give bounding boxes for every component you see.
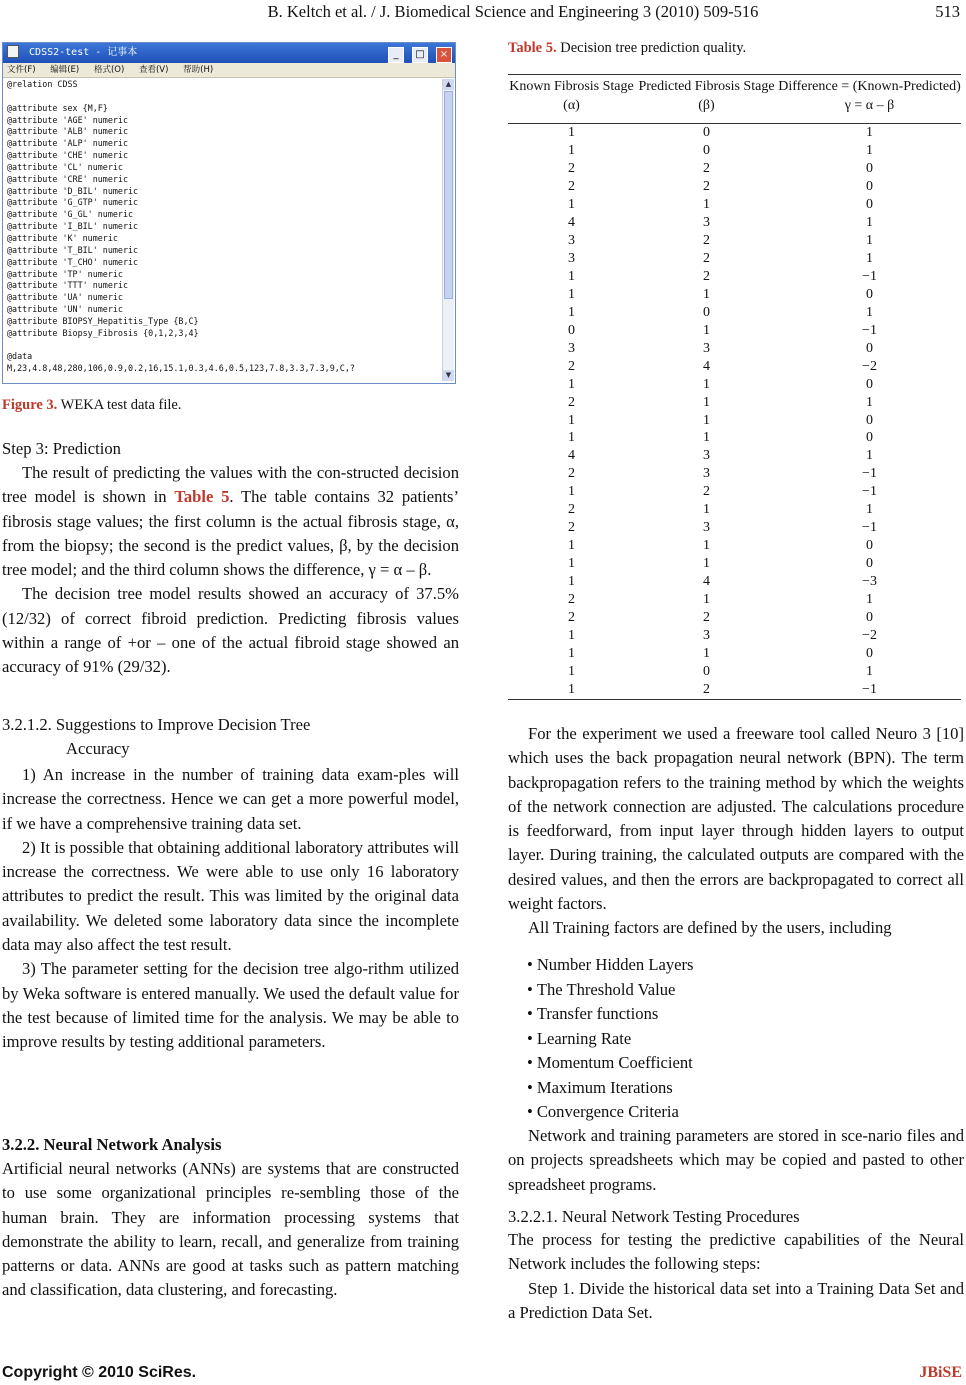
table-cell-predicted: 1 bbox=[703, 556, 710, 572]
column-difference bbox=[778, 124, 961, 699]
table-cell-difference: −2 bbox=[862, 628, 877, 644]
paragraph: Step 1. Divide the historical data set into a Training Data Set and a Prediction Data Set. bbox=[508, 1278, 964, 1322]
paragraph: The decision tree model results showed an accuracy of 37.5% (12/32) of correct fibroid prediction. Predicting fibrosis values within a range of +or – one of the actual fibroid stage showed an accuracy of 91% (29/32). bbox=[2, 584, 459, 677]
table-cell-difference: 0 bbox=[866, 340, 873, 356]
paragraph: Network and training parameters are stored in sce-nario files and on projects spreadsheets which may be copied and pasted to other spreadsheet programs. bbox=[508, 1126, 964, 1194]
heading-line: 3.2.1.2. Suggestions to Improve Decision Tree bbox=[2, 715, 311, 734]
text-line: @attribute 'D_BIL' numeric bbox=[7, 185, 139, 196]
table-cell-predicted: 1 bbox=[703, 412, 710, 428]
table-cell-difference: 1 bbox=[866, 448, 873, 464]
table-cell-known: 1 bbox=[568, 286, 575, 302]
table-cell-predicted: 2 bbox=[703, 610, 710, 626]
running-head-text: B. Keltch et al. / J. Biomedical Science and Engineering 3 (2010) 509-516 bbox=[267, 2, 759, 21]
page-number: 513 bbox=[935, 2, 960, 21]
table-cell-difference: 0 bbox=[866, 160, 873, 176]
section-heading-3212 bbox=[2, 713, 310, 761]
table-cell-difference: −1 bbox=[862, 520, 877, 536]
table-cell-predicted: 0 bbox=[703, 664, 710, 680]
table-cell-difference: 0 bbox=[866, 646, 873, 662]
paragraph: 1) An increase in the number of training data exam-ples will increase the correctness. Hence we can get a more powerful model, if we have a comprehensive training data set. bbox=[2, 765, 459, 833]
menu-file[interactable]: 文件(F) bbox=[7, 65, 36, 75]
header-predicted: Predicted Fibrosis Stage (β) bbox=[638, 79, 775, 113]
table-cell-predicted: 2 bbox=[703, 232, 710, 248]
table-cell-predicted: 3 bbox=[703, 628, 710, 644]
table-cell-difference: 1 bbox=[866, 304, 873, 320]
header-known: Known Fibrosis Stage (α) bbox=[509, 79, 634, 113]
paragraph-text: The result of predicting the values with the con-structed decision tree model is shown in bbox=[2, 463, 459, 507]
text-line: @attribute 'T_BIL' numeric bbox=[7, 244, 139, 255]
table-cell-difference: 0 bbox=[866, 430, 873, 446]
text-line: @attribute 'AGE' numeric bbox=[7, 114, 129, 125]
text-line bbox=[7, 340, 441, 352]
table-cell-known: 2 bbox=[568, 520, 575, 536]
header-difference: Difference = (Known-Predicted) γ = α – β bbox=[778, 79, 961, 113]
section-heading-32221: 3.2.2.1. Neural Network Testing Procedures bbox=[508, 1207, 800, 1226]
table-cell-known: 1 bbox=[568, 142, 575, 158]
paragraph: Artificial neural networks (ANNs) are systems that are constructed to use some organizational principles re-sembling those of the human brain. They are information processing systems that demonstrate the ability to learn, recall, and generalize from training patterns or data. ANNs are good at tasks such as pattern matching and classification, data clustering, and forecasting. bbox=[2, 1159, 459, 1300]
table-cell-predicted: 2 bbox=[703, 268, 710, 284]
table-cell-difference: 1 bbox=[866, 502, 873, 518]
right-text-block-3 bbox=[508, 1228, 964, 1325]
column-known bbox=[508, 124, 635, 699]
text-line: @attribute 'G_GL' numeric bbox=[7, 209, 134, 220]
heading-line: Accuracy bbox=[66, 739, 130, 758]
table-cell-difference: −3 bbox=[862, 574, 877, 590]
scroll-thumb[interactable] bbox=[444, 91, 453, 299]
text-line: @attribute 'UA' numeric bbox=[7, 292, 123, 303]
notepad-icon bbox=[7, 45, 19, 58]
table-cell-known: 1 bbox=[568, 556, 575, 572]
list-item: • The Threshold Value bbox=[527, 978, 693, 1003]
figure-caption bbox=[2, 397, 181, 414]
list-item: • Learning Rate bbox=[527, 1027, 693, 1052]
table-cell-known: 1 bbox=[568, 196, 575, 212]
table-cell-difference: −2 bbox=[862, 358, 877, 374]
table-cell-difference: 1 bbox=[866, 232, 873, 248]
text-content[interactable] bbox=[5, 79, 441, 381]
notepad-window bbox=[2, 42, 456, 384]
text-line: @relation CDSS bbox=[7, 79, 78, 89]
text-line: @attribute 'K' numeric bbox=[7, 232, 118, 243]
table-label: Table 5. bbox=[508, 40, 557, 56]
text-line: @attribute 'UN' numeric bbox=[7, 304, 123, 315]
journal-footer: JBiSE bbox=[919, 1364, 962, 1381]
table-cell-predicted: 0 bbox=[703, 142, 710, 158]
table-cell-difference: 0 bbox=[866, 538, 873, 554]
table-cell-known: 2 bbox=[568, 466, 575, 482]
table-cell-predicted: 2 bbox=[703, 178, 710, 194]
table-cell-predicted: 1 bbox=[703, 322, 710, 338]
text-line: @attribute 'I_BIL' numeric bbox=[7, 221, 139, 232]
table-cell-known: 1 bbox=[568, 430, 575, 446]
window-title: CDSS2-test - 记事本 bbox=[29, 47, 138, 58]
table-cell-known: 2 bbox=[568, 394, 575, 410]
text-line: @attribute Biopsy_Fibrosis {0,1,2,3,4} bbox=[7, 327, 199, 338]
table-cell-known: 2 bbox=[568, 160, 575, 176]
table-cell-predicted: 1 bbox=[703, 394, 710, 410]
right-text-block-1 bbox=[508, 722, 964, 941]
table-cell-difference: 0 bbox=[866, 376, 873, 392]
table-cell-known: 1 bbox=[568, 682, 575, 698]
table-cell-known: 3 bbox=[568, 232, 575, 248]
table-cell-known: 1 bbox=[568, 574, 575, 590]
text-line: @attribute BIOPSY_Hepatitis_Type {B,C} bbox=[7, 315, 199, 326]
paragraph bbox=[2, 461, 459, 582]
text-line: @attribute 'TTT' numeric bbox=[7, 280, 129, 291]
left-text-block-1 bbox=[2, 461, 459, 680]
table-cell-difference: −1 bbox=[862, 484, 877, 500]
table-cell-predicted: 2 bbox=[703, 682, 710, 698]
table-cell-predicted: 4 bbox=[703, 574, 710, 590]
table-cell-known: 4 bbox=[568, 214, 575, 230]
table-cell-known: 1 bbox=[568, 484, 575, 500]
table-cell-predicted: 4 bbox=[703, 358, 710, 374]
table-cell-predicted: 3 bbox=[703, 340, 710, 356]
text-line: @data bbox=[7, 351, 33, 362]
table-cell-known: 3 bbox=[568, 250, 575, 266]
table-cell-known: 2 bbox=[568, 610, 575, 626]
table-cell-predicted: 1 bbox=[703, 538, 710, 554]
table-cell-predicted: 2 bbox=[703, 250, 710, 266]
table-bottom-rule bbox=[508, 699, 961, 700]
text-line: @attribute 'CHE' numeric bbox=[7, 150, 129, 161]
list-item: • Convergence Criteria bbox=[527, 1100, 693, 1125]
table-cell-difference: 1 bbox=[866, 250, 873, 266]
text-line: @attribute 'G_GTP' numeric bbox=[7, 197, 139, 208]
list-item: • Transfer functions bbox=[527, 1002, 693, 1027]
table-cell-known: 4 bbox=[568, 448, 575, 464]
paragraph: The process for testing the predictive capabilities of the Neural Network includes the following steps: bbox=[508, 1230, 964, 1274]
text-line: M,23,4.8,48,280,106,0.9,0.2,16,15.1,0.3,4.6,0.5,123,7.8,3.3,7.3,9,C,? bbox=[7, 363, 355, 374]
table-5 bbox=[508, 74, 961, 700]
table-cell-difference: 0 bbox=[866, 610, 873, 626]
table-cell-predicted: 3 bbox=[703, 466, 710, 482]
table-cell-predicted: 1 bbox=[703, 286, 710, 302]
table-cell-difference: 0 bbox=[866, 412, 873, 428]
table-caption bbox=[508, 40, 746, 57]
table-caption-text: Decision tree prediction quality. bbox=[556, 40, 747, 56]
table-cell-difference: −1 bbox=[862, 322, 877, 338]
table-header-row bbox=[508, 75, 961, 123]
table-cell-known: 2 bbox=[568, 592, 575, 608]
paragraph: 3) The parameter setting for the decision tree algo-rithm utilized by Weka software is entered manually. We used the default value for the test because of limited time for the analysis. We may be able to improve results by testing additional parameters. bbox=[2, 959, 459, 1052]
table-cell-known: 1 bbox=[568, 304, 575, 320]
list-item: • Maximum Iterations bbox=[527, 1076, 693, 1101]
table-cell-predicted: 0 bbox=[703, 304, 710, 320]
table-body bbox=[508, 124, 961, 699]
scroll-up-icon[interactable]: ▲ bbox=[443, 79, 454, 90]
menu-edit[interactable]: 编辑(E) bbox=[50, 65, 80, 75]
table-cell-known: 1 bbox=[568, 125, 575, 140]
table-cell-predicted: 1 bbox=[703, 646, 710, 662]
right-text-block-2 bbox=[508, 1124, 964, 1197]
table-cell-known: 2 bbox=[568, 502, 575, 518]
figure-label: Figure 3. bbox=[2, 397, 58, 413]
text-line: @attribute 'CRE' numeric bbox=[7, 173, 129, 184]
table-cell-predicted: 1 bbox=[703, 592, 710, 608]
close-button[interactable]: × bbox=[436, 47, 452, 63]
table-cell-known: 1 bbox=[568, 664, 575, 680]
table-cell-difference: 0 bbox=[866, 196, 873, 212]
table-cell-difference: −1 bbox=[862, 268, 877, 284]
menu-view[interactable]: 查看(V) bbox=[138, 65, 169, 75]
window-titlebar bbox=[3, 43, 455, 63]
step3-heading: Step 3: Prediction bbox=[2, 439, 121, 458]
table-cell-known: 1 bbox=[568, 538, 575, 554]
paragraph: All Training factors are defined by the users, including bbox=[528, 918, 892, 938]
list-item: • Number Hidden Layers bbox=[527, 953, 693, 978]
menu-help[interactable]: 帮助(H) bbox=[183, 65, 214, 75]
menu-bar bbox=[3, 63, 455, 78]
maximize-button[interactable]: □ bbox=[412, 47, 428, 63]
table-cell-known: 1 bbox=[568, 412, 575, 428]
text-line: @attribute 'CL' numeric bbox=[7, 161, 123, 172]
list-item: • Momentum Coefficient bbox=[527, 1051, 693, 1076]
paragraph: For the experiment we used a freeware tool called Neuro 3 [10] which uses the back propagation neural network (BPN). The term backpropagation refers to the training method by which the weights of the network connection are adjusted. The calculations procedure is feedforward, from input layer through hidden layers to output layer. During training, the calculated outputs are compared with the desired values, and then the errors are backpropagated to correct all weight factors. bbox=[508, 724, 964, 914]
table-cell-difference: −1 bbox=[862, 682, 877, 698]
table-cell-predicted: 1 bbox=[703, 376, 710, 392]
table-cell-known: 2 bbox=[568, 178, 575, 194]
table-cell-predicted: 1 bbox=[703, 430, 710, 446]
menu-format[interactable]: 格式(O) bbox=[93, 65, 125, 75]
table-cell-difference: 1 bbox=[866, 125, 873, 140]
table-cell-predicted: 1 bbox=[703, 502, 710, 518]
table-cell-difference: 0 bbox=[866, 286, 873, 302]
vertical-scrollbar[interactable] bbox=[442, 79, 454, 381]
table-cell-difference: −1 bbox=[862, 466, 877, 482]
table-cell-known: 3 bbox=[568, 340, 575, 356]
minimize-button[interactable]: _ bbox=[388, 47, 404, 63]
text-line: @attribute 'T_CHO' numeric bbox=[7, 256, 139, 267]
table-cell-known: 0 bbox=[568, 322, 575, 338]
text-line: @attribute sex {M,F} bbox=[7, 102, 108, 113]
paragraph-text: . The table contains 32 patients’ fibrosis stage values; the first column is the actual fibrosis stage, α, from the biopsy; the second is the predict values, β, by the decision tree model; and the third column shows the difference, γ = α – β. bbox=[2, 487, 459, 580]
left-text-block-3 bbox=[2, 1157, 459, 1303]
table-cell-predicted: 3 bbox=[703, 520, 710, 536]
running-header bbox=[0, 2, 966, 24]
section-heading-322: 3.2.2. Neural Network Analysis bbox=[2, 1135, 222, 1154]
table-reference-link[interactable]: Table 5 bbox=[174, 487, 230, 507]
bullet-list bbox=[527, 953, 693, 1125]
table-cell-predicted: 2 bbox=[703, 484, 710, 500]
table-cell-known: 2 bbox=[568, 358, 575, 374]
left-text-block-2 bbox=[2, 763, 459, 1055]
scroll-down-icon[interactable]: ▼ bbox=[443, 370, 454, 381]
table-cell-difference: 1 bbox=[866, 664, 873, 680]
text-line bbox=[7, 91, 441, 103]
table-cell-predicted: 3 bbox=[703, 214, 710, 230]
table-cell-difference: 1 bbox=[866, 142, 873, 158]
table-cell-difference: 0 bbox=[866, 178, 873, 194]
table-cell-known: 1 bbox=[568, 268, 575, 284]
figure-caption-text: WEKA test data file. bbox=[57, 397, 182, 413]
text-line: @attribute 'ALP' numeric bbox=[7, 138, 129, 149]
copyright-footer: Copyright © 2010 SciRes. bbox=[2, 1364, 197, 1381]
table-cell-difference: 1 bbox=[866, 592, 873, 608]
text-line: @attribute 'TP' numeric bbox=[7, 268, 123, 279]
table-cell-predicted: 1 bbox=[703, 196, 710, 212]
table-cell-predicted: 0 bbox=[703, 125, 710, 140]
table-cell-known: 1 bbox=[568, 376, 575, 392]
table-cell-difference: 1 bbox=[866, 214, 873, 230]
table-cell-predicted: 3 bbox=[703, 448, 710, 464]
table-cell-predicted: 2 bbox=[703, 160, 710, 176]
table-cell-known: 1 bbox=[568, 646, 575, 662]
table-cell-known: 1 bbox=[568, 628, 575, 644]
table-cell-difference: 1 bbox=[866, 394, 873, 410]
column-predicted bbox=[635, 124, 778, 699]
table-cell-difference: 0 bbox=[866, 556, 873, 572]
paragraph: 2) It is possible that obtaining additional laboratory attributes will increase the correctness. We were able to use only 16 laboratory attributes to predict the result. This was limited by the original data availability. We deleted some laboratory data since the incomplete data may also affect the test result. bbox=[2, 837, 459, 955]
text-line: @attribute 'ALB' numeric bbox=[7, 126, 129, 137]
